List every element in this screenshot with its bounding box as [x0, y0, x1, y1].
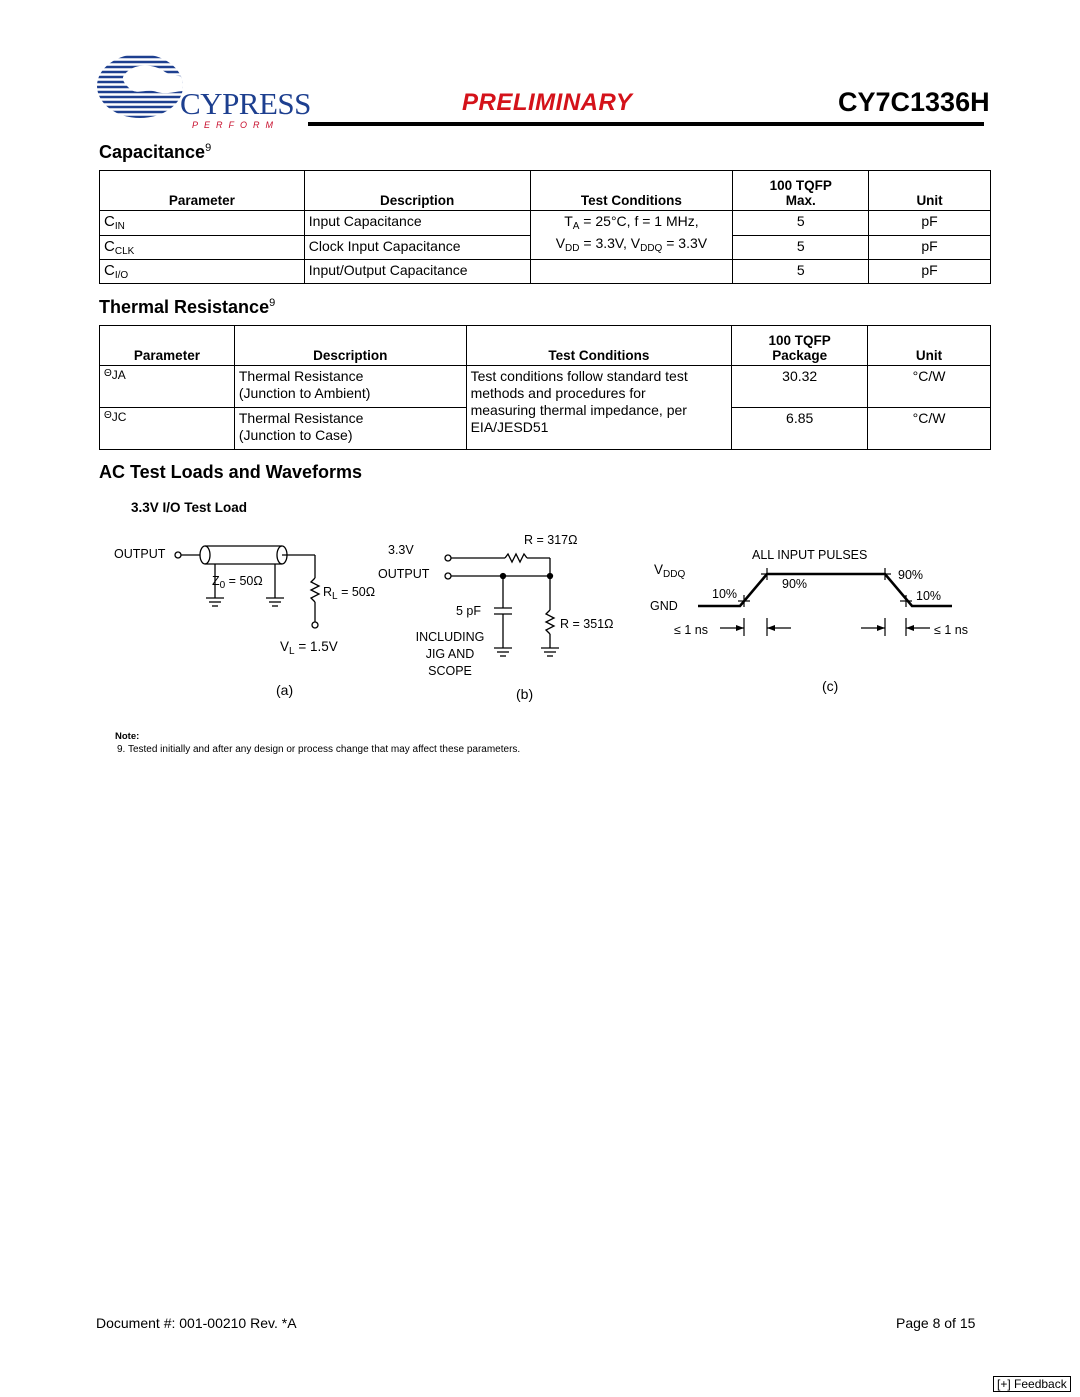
description-cell: Input/Output Capacitance [304, 260, 530, 284]
z0-value: = 50Ω [225, 574, 263, 588]
logo-tagline: PERFORM [192, 120, 279, 130]
param-subscript: IN [114, 221, 125, 232]
header-package [732, 326, 868, 366]
including-line: SCOPE [428, 664, 472, 678]
note-ref: 9 [269, 297, 276, 309]
pulses-title: ALL INPUT PULSES [752, 548, 868, 562]
rl-label [323, 585, 375, 602]
cond-subscript: DDQ [640, 243, 663, 254]
param-symbol: C [104, 213, 115, 230]
rl-value: = 50Ω [337, 585, 376, 599]
header-test-conditions: Test Conditions [466, 326, 732, 366]
table-row [100, 211, 991, 236]
vddq-symbol: V [654, 562, 664, 577]
waveform-c [640, 540, 990, 700]
including-line: JIG AND [425, 647, 475, 661]
p90-right-label: 90% [898, 568, 924, 582]
cond-symbol: T [564, 213, 573, 229]
note-title: Note: [115, 731, 140, 742]
unit-cell: pF [869, 211, 991, 236]
conditions-cell [466, 366, 732, 450]
vl-subscript: L [289, 646, 295, 657]
param-cell [100, 260, 305, 284]
figure-label-c: (c) [822, 678, 839, 694]
document-number: Document #: 001-00210 Rev. *A [96, 1315, 297, 1331]
table-row [100, 366, 991, 408]
header-package-top: 100 TQFP [768, 333, 831, 348]
note-ref: 9 [205, 142, 212, 154]
cond-line: Test conditions follow standard test [470, 368, 688, 384]
desc-line: (Junction to Case) [238, 427, 353, 443]
value-cell: 6.85 [732, 408, 868, 450]
header-test-conditions: Test Conditions [530, 171, 733, 211]
table-row [100, 260, 991, 284]
feedback-link[interactable]: [+] Feedback [993, 1376, 1071, 1392]
cond-subscript: DD [565, 243, 580, 254]
vddq-subscript: DDQ [663, 569, 686, 580]
p10-left-label: 10% [712, 587, 738, 601]
figure-label-b: (b) [516, 686, 534, 702]
param-cell [100, 235, 305, 260]
value-cell: 30.32 [732, 366, 868, 408]
description-cell [234, 408, 466, 450]
pulse-waveform [640, 540, 990, 700]
vl-label [280, 639, 338, 657]
header-package-bottom: Package [772, 348, 828, 363]
r1-label: R = 317Ω [524, 533, 578, 547]
param-subscript: CLK [114, 245, 135, 257]
p10-right-label: 10% [916, 589, 942, 603]
header-package-bottom: Max. [785, 193, 816, 208]
supply-label: 3.3V [388, 543, 414, 557]
param-subscript: I/O [114, 270, 129, 281]
header-unit: Unit [868, 326, 991, 366]
cond-line: measuring thermal impedance, per [470, 402, 687, 418]
thermal-table [99, 325, 991, 450]
max-cell: 5 [733, 235, 869, 260]
z0-label [212, 574, 263, 591]
unit-cell: °C/W [868, 366, 991, 408]
vl-symbol: V [280, 639, 290, 654]
part-number: CY7C1336H [838, 87, 990, 117]
header-rule [308, 122, 984, 126]
capacitance-title [99, 142, 211, 163]
param-symbol: C [104, 262, 115, 279]
page-number: Page 8 of 15 [896, 1315, 976, 1331]
description-cell: Input Capacitance [304, 211, 530, 236]
header-package [733, 171, 869, 211]
param-cell [100, 211, 305, 236]
header-description: Description [304, 171, 530, 211]
max-cell: 5 [733, 260, 869, 284]
including-line: INCLUDING [415, 630, 485, 644]
rl-symbol: R [323, 585, 333, 599]
conditions-cell [530, 211, 733, 260]
circuit-a [110, 530, 400, 700]
output-label: OUTPUT [378, 567, 430, 581]
capacitance-title-text: Capacitance [99, 142, 206, 162]
header-parameter: Parameter [100, 326, 235, 366]
desc-line: Thermal Resistance [238, 410, 364, 426]
desc-line: Thermal Resistance [238, 368, 364, 384]
param-cell [100, 408, 235, 450]
rl-subscript: L [332, 591, 338, 602]
conditions-cell-empty [530, 260, 733, 284]
cond-text: = 3.3V, V [579, 235, 641, 251]
param-subscript: JC [111, 410, 127, 424]
figure-label-a: (a) [276, 682, 294, 698]
header-package-top: 100 TQFP [769, 178, 832, 193]
circuit-b [370, 530, 640, 710]
description-cell [234, 366, 466, 408]
unit-cell: pF [869, 260, 991, 284]
param-cell [100, 366, 235, 408]
param-symbol: Θ [104, 368, 112, 379]
thermal-title-text: Thermal Resistance [99, 297, 270, 317]
output-label: OUTPUT [114, 547, 166, 561]
ac-title: AC Test Loads and Waveforms [99, 462, 363, 482]
header-parameter: Parameter [100, 171, 305, 211]
vddq-label [654, 562, 685, 580]
desc-line: (Junction to Ambient) [238, 385, 371, 401]
r2-label: R = 351Ω [560, 617, 614, 631]
unit-cell: pF [869, 235, 991, 260]
param-symbol: Θ [104, 410, 112, 421]
param-symbol: C [104, 237, 115, 255]
cond-text: = 3.3V [662, 235, 708, 251]
thermal-title [99, 297, 275, 318]
header-unit: Unit [869, 171, 991, 211]
vl-value: = 1.5V [294, 639, 338, 654]
logo-wordmark: CYPRESS [180, 86, 311, 121]
gnd-label: GND [650, 599, 678, 613]
max-cell: 5 [733, 211, 869, 236]
z0-symbol: Z [212, 574, 220, 588]
cond-line: EIA/JESD51 [470, 419, 549, 435]
p90-left-label: 90% [782, 577, 808, 591]
preliminary-label: PRELIMINARY [462, 89, 633, 116]
including-label [410, 629, 490, 680]
cap-label: 5 pF [456, 604, 482, 618]
unit-cell: °C/W [868, 408, 991, 450]
cond-symbol: V [555, 235, 566, 251]
description-cell: Clock Input Capacitance [304, 235, 530, 260]
fall-time-label: ≤ 1 ns [934, 623, 968, 637]
capacitance-table [99, 170, 991, 284]
ac-subtitle: 3.3V I/O Test Load [131, 500, 248, 515]
cond-subscript: A [572, 221, 580, 232]
z0-subscript: 0 [219, 580, 226, 591]
note-text: 9. Tested initially and after any design or process change that may affect these parameters. [117, 744, 521, 755]
header-description: Description [234, 326, 466, 366]
param-subscript: JA [111, 368, 126, 382]
cond-line: methods and procedures for [470, 385, 646, 401]
rise-time-label: ≤ 1 ns [674, 623, 708, 637]
cond-text: = 25°C, f = 1 MHz, [579, 213, 699, 229]
